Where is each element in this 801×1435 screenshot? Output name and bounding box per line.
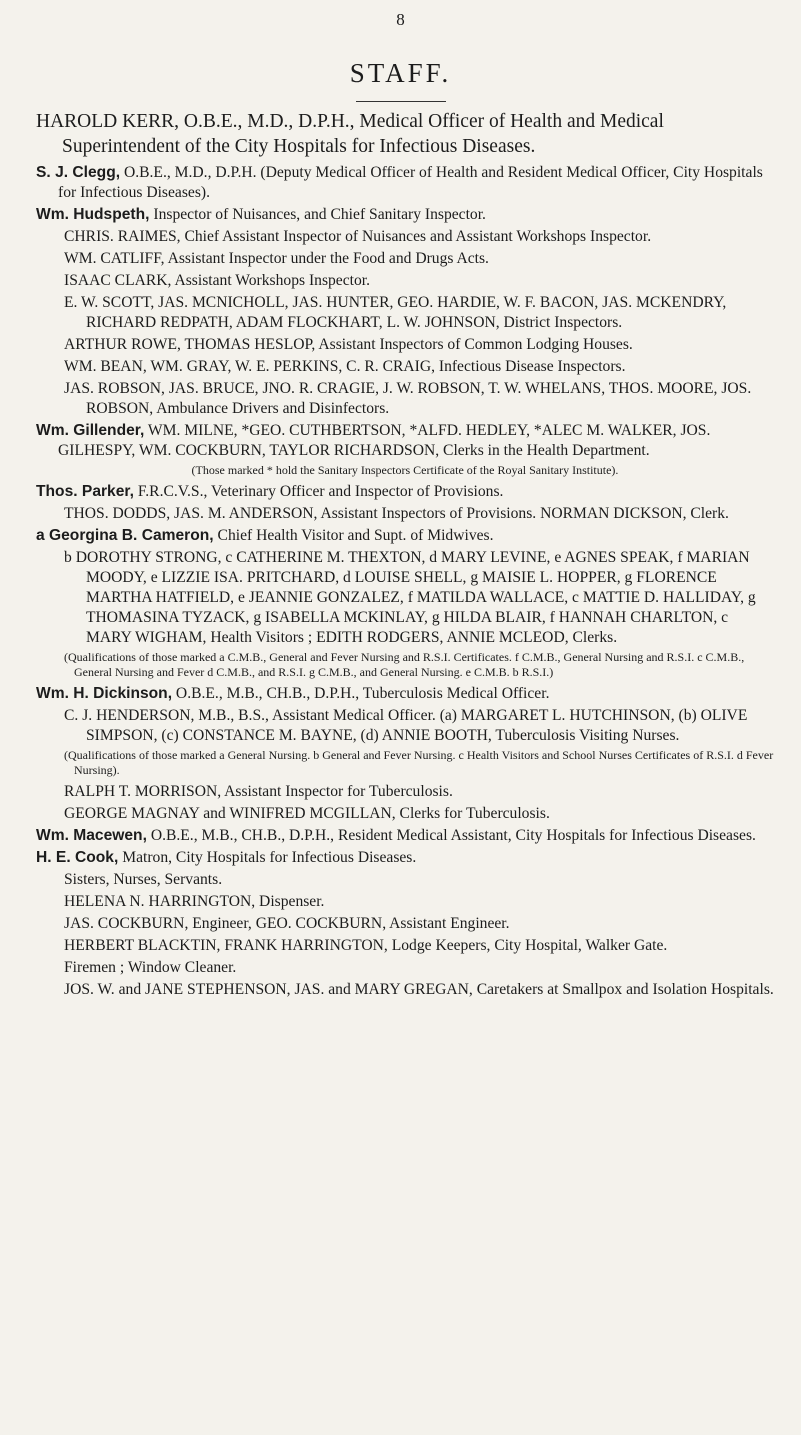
staff-entry-text: GEORGE MAGNAY and WINIFRED MCGILLAN, Clerks for Tuberculosis. [64,805,550,822]
staff-entry-text: WM. BEAN, WM. GRAY, W. E. PERKINS, C. R. CRAIG, Infectious Disease Inspectors. [64,358,626,375]
staff-entry-text: O.B.E., M.B., CH.B., D.P.H., Tuberculosis Medical Officer. [172,685,550,702]
staff-entry-text: HERBERT BLACKTIN, FRANK HARRINGTON, Lodge Keepers, City Hospital, Walker Gate. [64,937,668,954]
staff-lead-name: a Georgina B. Cameron, [36,527,214,544]
staff-entry-text: Chief Health Visitor and Supt. of Midwives. [213,527,494,544]
staff-entry-text: HELENA N. HARRINGTON, Dispenser. [64,893,325,910]
staff-entry-text: (Qualifications of those marked a General Nursing. b General and Fever Nursing. c Health Visitors and School Nurses Certificates of R.S.I. d Fever Nursing). [64,748,774,777]
qualification-note [64,748,774,778]
staff-entry [64,227,774,247]
staff-entry-text: ARTHUR ROWE, THOMAS HESLOP, Assistant Inspectors of Common Lodging Houses. [64,336,633,353]
staff-entry-text: C. J. HENDERSON, M.B., B.S., Assistant Medical Officer. (a) MARGARET L. HUTCHINSON, (b) OLIVE SIMPSON, (c) CONSTANCE M. BAYNE, (d) ANNIE BOOTH, Tuberculosis Visiting Nurses. [64,707,748,744]
staff-entry [36,205,774,225]
staff-entry [64,958,774,978]
staff-entry-text: Matron, City Hospitals for Infectious Diseases. [118,849,417,866]
staff-entry-text: JAS. ROBSON, JAS. BRUCE, JNO. R. CRAGIE, J. W. ROBSON, T. W. WHELANS, THOS. MOORE, JOS. ROBSON, Ambulance Drivers and Disinfectors. [64,380,752,417]
staff-entry [64,870,774,890]
staff-entry [36,826,774,846]
staff-entry [64,914,774,934]
staff-entry [64,548,774,648]
staff-entry-text: F.R.C.V.S., Veterinary Officer and Inspector of Provisions. [133,483,504,500]
staff-list [36,109,774,1002]
staff-entry [64,936,774,956]
staff-lead-name: Thos. Parker, [36,483,134,500]
title-divider [356,101,446,102]
staff-lead-name: Wm. Macewen, [36,827,147,844]
staff-entry [64,892,774,912]
staff-lead-name: H. E. Cook, [36,849,119,866]
staff-entry [64,804,774,824]
staff-entry [64,271,774,291]
staff-entry [36,526,774,546]
staff-entry-text: THOS. DODDS, JAS. M. ANDERSON, Assistant Inspectors of Provisions. NORMAN DICKSON, Clerk. [64,505,729,522]
staff-entry [36,848,774,868]
staff-entry-text: b DOROTHY STRONG, c CATHERINE M. THEXTON, d MARY LEVINE, e AGNES SPEAK, f MARIAN MOODY, e LIZZIE ISA. PRITCHARD, d LOUISE SHELL, g MAISIE L. HOPPER, g FLORENCE MARTHA HATFIELD, e JEANNIE GONZALEZ, f MATILDA WALLACE, c MATTIE D. HALLIDAY, g THOMASINA TYZACK, g ISABELLA MCKINLAY, g HILDA BLAIR, f HANNAH CHARLTON, c MARY WIGHAM, Health Visitors ; EDITH RODGERS, ANNIE MCLEOD, Clerks. [64,549,756,646]
staff-lead-name: Wm. Gillender, [36,422,145,439]
qualification-note [36,463,774,478]
staff-entry-text: (Those marked * hold the Sanitary Inspectors Certificate of the Royal Sanitary Institute). [191,463,619,477]
staff-entry [64,782,774,802]
staff-entry [36,163,774,203]
staff-entry [64,379,774,419]
staff-entry [64,293,774,333]
staff-entry [36,421,774,461]
staff-entry [64,249,774,269]
staff-entry [64,706,774,746]
staff-entry-text: E. W. SCOTT, JAS. MCNICHOLL, JAS. HUNTER, GEO. HARDIE, W. F. BACON, JAS. MCKENDRY, RICHARD REDPATH, ADAM FLOCKHART, L. W. JOHNSON, District Inspectors. [64,294,727,331]
staff-entry-text: O.B.E., M.D., D.P.H. (Deputy Medical Officer of Health and Resident Medical Officer, City Hospitals for Infectious Diseases). [58,164,763,201]
staff-entry [64,980,774,1000]
staff-entry-text: JOS. W. and JANE STEPHENSON, JAS. and MARY GREGAN, Caretakers at Smallpox and Isolation Hospitals. [64,981,774,998]
page-title: STAFF. [349,58,452,88]
staff-entry-text: Sisters, Nurses, Servants. [64,871,223,888]
staff-entry-text: Inspector of Nuisances, and Chief Sanitary Inspector. [149,206,486,223]
staff-entry-text: (Qualifications of those marked a C.M.B., General and Fever Nursing and R.S.I. Certificates. f C.M.B., General Nursing and R.S.I. c C.M.B., General Nursing and Fever d C.M.B., and R.S.I. g C.M.B., and General Nursing. e C.M.B. b R.S.I.) [64,650,745,679]
staff-entry [64,357,774,377]
staff-entry-text: O.B.E., M.B., CH.B., D.P.H., Resident Medical Assistant, City Hospitals for Infectious Diseases. [146,827,756,844]
staff-entry [36,482,774,502]
staff-entry-text: HAROLD KERR, O.B.E., M.D., D.P.H., Medical Officer of Health and Medical Superintendent of the City Hospitals for Infectious Diseases. [36,111,664,157]
staff-entry-text: JAS. COCKBURN, Engineer, GEO. COCKBURN, Assistant Engineer. [64,915,510,932]
staff-entry-text: WM. CATLIFF, Assistant Inspector under the Food and Drugs Acts. [64,250,489,267]
staff-entry-head [36,109,774,159]
staff-entry-text: WM. MILNE, *GEO. CUTHBERTSON, *ALFD. HEDLEY, *ALEC M. WALKER, JOS. GILHESPY, WM. COCKBURN, TAYLOR RICHARDSON, Clerks in the Health Department. [58,422,711,459]
staff-entry-text: ISAAC CLARK, Assistant Workshops Inspector. [64,272,371,289]
page-number: 8 [396,10,405,29]
qualification-note [64,650,774,680]
staff-entry-text: Firemen ; Window Cleaner. [64,959,237,976]
staff-lead-name: Wm. H. Dickinson, [36,685,173,702]
staff-entry [64,504,774,524]
staff-lead-name: Wm. Hudspeth, [36,206,150,223]
staff-entry-text: RALPH T. MORRISON, Assistant Inspector for Tuberculosis. [64,783,453,800]
staff-entry-text: CHRIS. RAIMES, Chief Assistant Inspector of Nuisances and Assistant Workshops Inspector. [64,228,652,245]
staff-entry [36,684,774,704]
staff-entry [64,335,774,355]
staff-lead-name: S. J. Clegg, [36,164,121,181]
